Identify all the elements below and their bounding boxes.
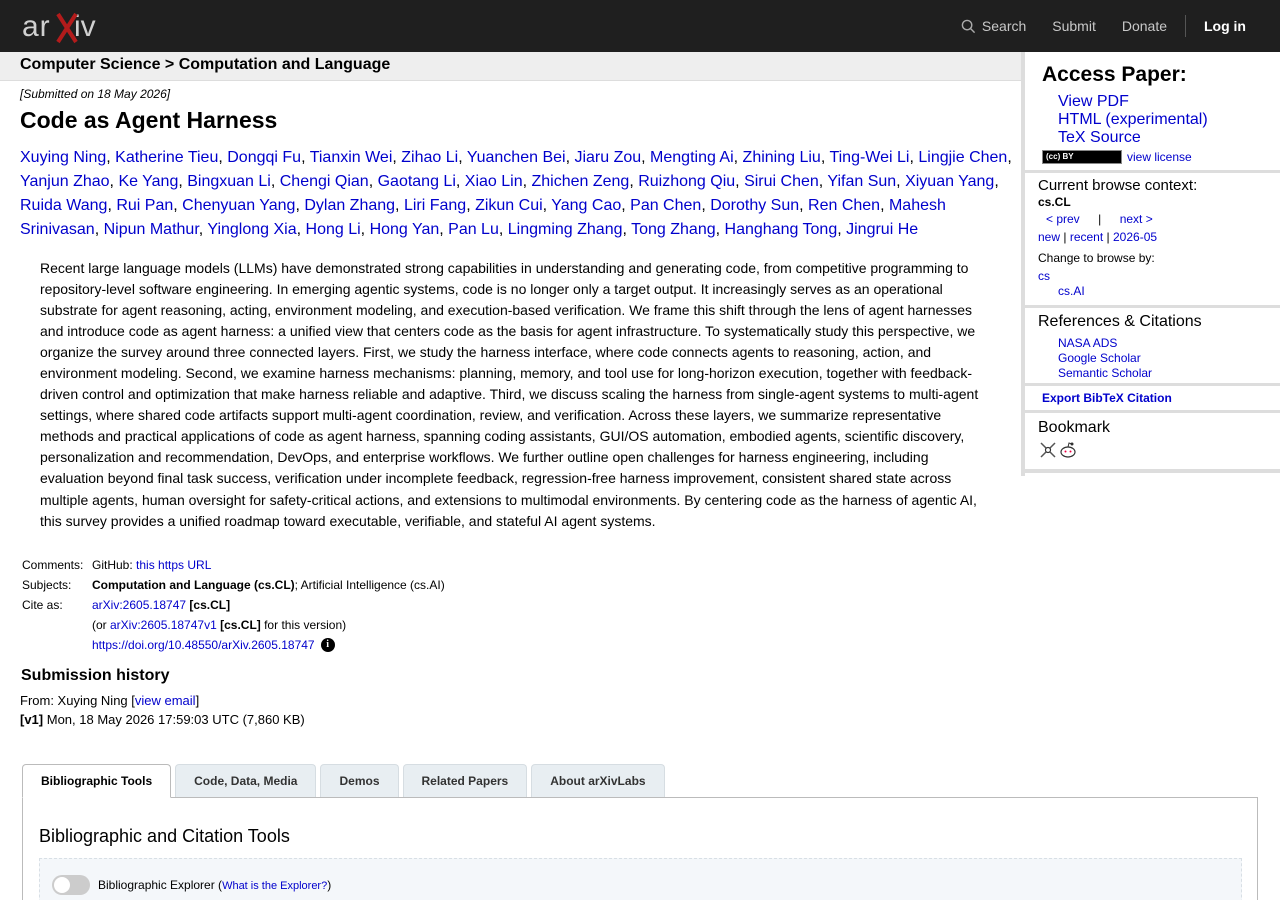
search-icon [961,19,976,34]
view-pdf-link[interactable]: View PDF [1058,93,1129,110]
breadcrumb[interactable]: Computer Science > Computation and Language [20,56,391,73]
author-link[interactable]: Yifan Sun [827,173,897,190]
author-link[interactable]: Tianxin Wei [309,149,393,166]
browse-context-category: cs.CL [1038,195,1071,209]
panel-title: Bibliographic and Citation Tools [39,826,290,846]
author-link[interactable]: Rui Pan [116,197,174,214]
doi-link[interactable]: https://doi.org/10.48550/arXiv.2605.18747 [92,637,315,652]
tex-source-link[interactable]: TeX Source [1058,129,1141,146]
author-link[interactable]: Xiao Lin [464,173,523,190]
author-link[interactable]: Mahesh Srinivasan [20,197,946,238]
header-nav [935,0,1246,52]
cite-version-row [22,615,445,635]
author-link[interactable]: Gaotang Li [377,173,456,190]
author-link[interactable]: Xiyuan Yang [905,173,995,190]
bookmark-title: Bookmark [1038,419,1111,436]
author-link[interactable]: Dongqi Fu [227,149,302,166]
submission-history [20,691,305,729]
comments-label: Comments: [22,558,84,572]
references-section [1025,308,1280,386]
doi-row [22,635,445,655]
submit-link[interactable]: Submit [1052,18,1096,34]
author-link[interactable]: Yinglong Xia [207,221,297,238]
author-link[interactable]: Jingrui He [846,221,919,238]
next-link[interactable]: next > [1119,212,1153,226]
author-link[interactable]: Hanghang Tong [724,221,838,238]
author-link[interactable]: Lingming Zhang [507,221,623,238]
month-link[interactable]: 2026-05 [1113,230,1158,244]
author-link[interactable]: Zihao Li [401,149,459,166]
arxiv-v1-link[interactable]: arXiv:2605.18747v1 [110,618,217,632]
svg-text:iv: iv [74,10,96,43]
author-link[interactable]: Ke Yang [118,173,179,190]
html-link[interactable]: HTML (experimental) [1058,111,1208,128]
author-link[interactable]: Yang Cao [551,197,622,214]
top-navbar [0,0,1280,52]
tab-bibliographic-tools[interactable]: Bibliographic Tools [22,764,171,798]
author-link[interactable]: Dylan Zhang [304,197,396,214]
from-prefix: From: Xuying Ning [ [20,693,135,708]
author-link[interactable]: Zikun Cui [475,197,543,214]
recent-link[interactable]: recent [1069,230,1104,244]
comments-row [22,555,445,575]
author-link[interactable]: Katherine Tieu [115,149,219,166]
arxiv-id-link[interactable]: arXiv:2605.18747 [92,598,187,612]
cite-label: Cite as: [22,598,63,612]
author-link[interactable]: Ruida Wang [20,197,108,214]
version-label[interactable]: [v1] [20,712,44,727]
author-link[interactable]: Liri Fang [403,197,467,214]
author-link[interactable]: Xuying Ning [20,149,107,166]
cc-by-license-icon[interactable]: (cc) BY [1042,150,1122,164]
author-link[interactable]: Chenyuan Yang [182,197,296,214]
tab-related-papers[interactable]: Related Papers [403,764,528,797]
search-link[interactable] [961,18,1026,34]
cite-row [22,595,445,615]
cite-v1-suffix: for this version) [260,618,347,632]
tab-panel [22,797,1258,900]
cite-v1-category: [cs.CL] [220,618,261,632]
author-link[interactable]: Dorothy Sun [710,197,800,214]
metadata-table [22,555,445,655]
references-title: References & Citations [1038,313,1202,330]
info-icon[interactable]: i [321,638,335,652]
author-link[interactable]: Yuanchen Bei [466,149,566,166]
author-link[interactable]: Lingjie Chen [918,149,1008,166]
author-link[interactable]: Pan Lu [448,221,499,238]
primary-subject: Computation and Language (cs.CL) [92,578,295,592]
other-subjects: ; Artificial Intelligence (cs.AI) [294,578,445,592]
reddit-icon[interactable] [1059,441,1077,459]
browse-context-title: Current browse context: [1038,177,1198,194]
new-link[interactable]: new [1038,230,1061,244]
author-link[interactable]: Hong Li [305,221,361,238]
access-paper-title: Access Paper: [1042,63,1187,86]
nav-divider [1185,15,1186,37]
export-bibtex-link[interactable]: Export BibTeX Citation [1042,391,1172,405]
nasa-ads-link[interactable]: NASA ADS [1058,336,1118,350]
version-date: Mon, 18 May 2026 17:59:03 UTC (7,860 KB) [43,712,305,727]
arxiv-logo[interactable] [22,8,114,46]
change-browse-label: Change to browse by: [1038,251,1155,265]
browse-context-section: Current browse context: cs.CL < prev | next > new | recent | 2026-05 Change to browse by: cs cs.AI [1025,173,1280,308]
explorer-label: Bibliographic Explorer (What is the Explorer?) [98,878,332,892]
labs-tabs [22,764,669,798]
browse-cs-link[interactable]: cs [1038,269,1050,283]
author-link[interactable]: Sirui Chen [744,173,819,190]
donate-link[interactable]: Donate [1121,18,1167,34]
right-sidebar [1021,52,1280,476]
explorer-box [39,858,1242,900]
github-link[interactable]: this https URL [136,558,212,572]
breadcrumb-bar [0,52,1021,81]
search-label: Search [981,18,1027,34]
author-link[interactable]: Mengting Ai [650,149,734,166]
subjects-row [22,575,445,595]
semantic-scholar-link[interactable]: Semantic Scholar [1058,366,1153,380]
svg-text:ar: ar [22,10,51,43]
prev-link[interactable]: < prev [1046,212,1080,226]
explorer-help-link[interactable]: What is the Explorer? [222,880,328,892]
author-link[interactable]: Ting-Wei Li [829,149,910,166]
author-link[interactable]: Zhichen Zeng [531,173,630,190]
submission-history-title: Submission history [21,667,170,684]
author-link[interactable]: Bingxuan Li [187,173,271,190]
subjects-label: Subjects: [22,578,72,592]
author-link[interactable]: Tong Zhang [631,221,716,238]
author-link[interactable]: Nipun Mathur [103,221,199,238]
submitted-date: [Submitted on 18 May 2026] [20,87,171,101]
author-link[interactable]: Ren Chen [808,197,881,214]
cite-category: [cs.CL] [189,598,231,612]
bookmark-section [1025,413,1280,473]
tab-code-data-media[interactable]: Code, Data, Media [175,764,316,797]
author-link[interactable]: Pan Chen [630,197,702,214]
bibsonomy-icon[interactable] [1039,441,1057,459]
browse-csai-link[interactable]: cs.AI [1058,284,1085,298]
abstract: Recent large language models (LLMs) have demonstrated strong capabilities in understanding and generating code, from competitive programming to repository-level software engineering. In emerging agentic systems, code is no longer only a target output. It increasingly serves as an operational substrate for agent reasoning, acting, environment modeling, and execution-based verification. We frame this shift through the lens of agent harnesses and introduce code as agent harness: a unified view that centers code as the basis for agent infrastructure. To systematically study this perspective, we organize the survey around three connected layers. First, we study the harness interface, where code connects agents to reasoning, action, and environment modeling. Second, we examine harness mechanisms: planning, memory, and tool use for long-horizon execution, together with feedback-driven control and optimization that make harness reliable and adaptive. Third, we discuss scaling the harness from single-agent systems to multi-agent settings, where shared code artifacts support multi-agent coordination, review, and verification. Across these layers, we summarize representative methods and practical applications of code as agent harness, spanning coding assistants, GUI/OS automation, embodied agents, scientific discovery, personalization and recommendation, DevOps, and enterprise workflows. We further outline open challenges for harness engineering, including evaluation beyond final task success, verification under incomplete feedback, regression-free harness improvement, consistent shared state across multiple agents, human oversight for safety-critical actions, and extensions to multimodal environments. By centering code as the harness of agentic AI, this survey provides a unified roadmap toward executable, verifiable, and stateful AI agent systems. [40,260,979,529]
tab-about-arxivlabs[interactable]: About arXivLabs [531,764,664,797]
cite-or: (or [92,618,110,632]
author-link[interactable]: Yanjun Zhao [20,173,110,190]
author-list: Xuying Ning, Katherine Tieu, Dongqi Fu, Tianxin Wei, Zihao Li, Yuanchen Bei, Jiaru Zou, Mengting Ai, Zhining Liu, Ting-Wei Li, Lingjie Chen, Yanjun Zhao, Ke Yang, Bingxuan Li, Chengi Qian, Gaotang Li, Xiao Lin, Zhichen Zeng, Ruizhong Qiu, Sirui Chen, Yifan Sun, Xiyuan Yang, Ruida Wang, Rui Pan, Chenyuan Yang, Dylan Zhang, Liri Fang, Zikun Cui, Yang Cao, Pan Chen, Dorothy Sun, Ren Chen, Mahesh Srinivasan, Nipun Mathur, Yinglong Xia, Hong Li, Hong Yan, Pan Lu, Lingming Zhang, Tong Zhang, Hanghang Tong, Jingrui He [20,149,1012,238]
author-link[interactable]: Zhining Liu [742,149,821,166]
from-suffix: ] [195,693,200,708]
comments-prefix: GitHub: [92,558,137,572]
author-link[interactable]: Chengi Qian [279,173,369,190]
explorer-toggle[interactable] [52,875,90,895]
login-link[interactable]: Log in [1204,18,1246,34]
bibtex-section [1025,386,1280,413]
view-license-link[interactable]: view license [1127,150,1192,164]
tab-demos[interactable]: Demos [320,764,398,797]
author-link[interactable]: Hong Yan [369,221,440,238]
toggle-knob [54,877,70,893]
author-link[interactable]: Ruizhong Qiu [638,173,736,190]
access-paper-section [1025,52,1280,173]
page-title: Code as Agent Harness [20,107,278,133]
google-scholar-link[interactable]: Google Scholar [1058,351,1141,365]
author-link[interactable]: Jiaru Zou [574,149,642,166]
view-email-link[interactable]: view email [134,693,196,708]
